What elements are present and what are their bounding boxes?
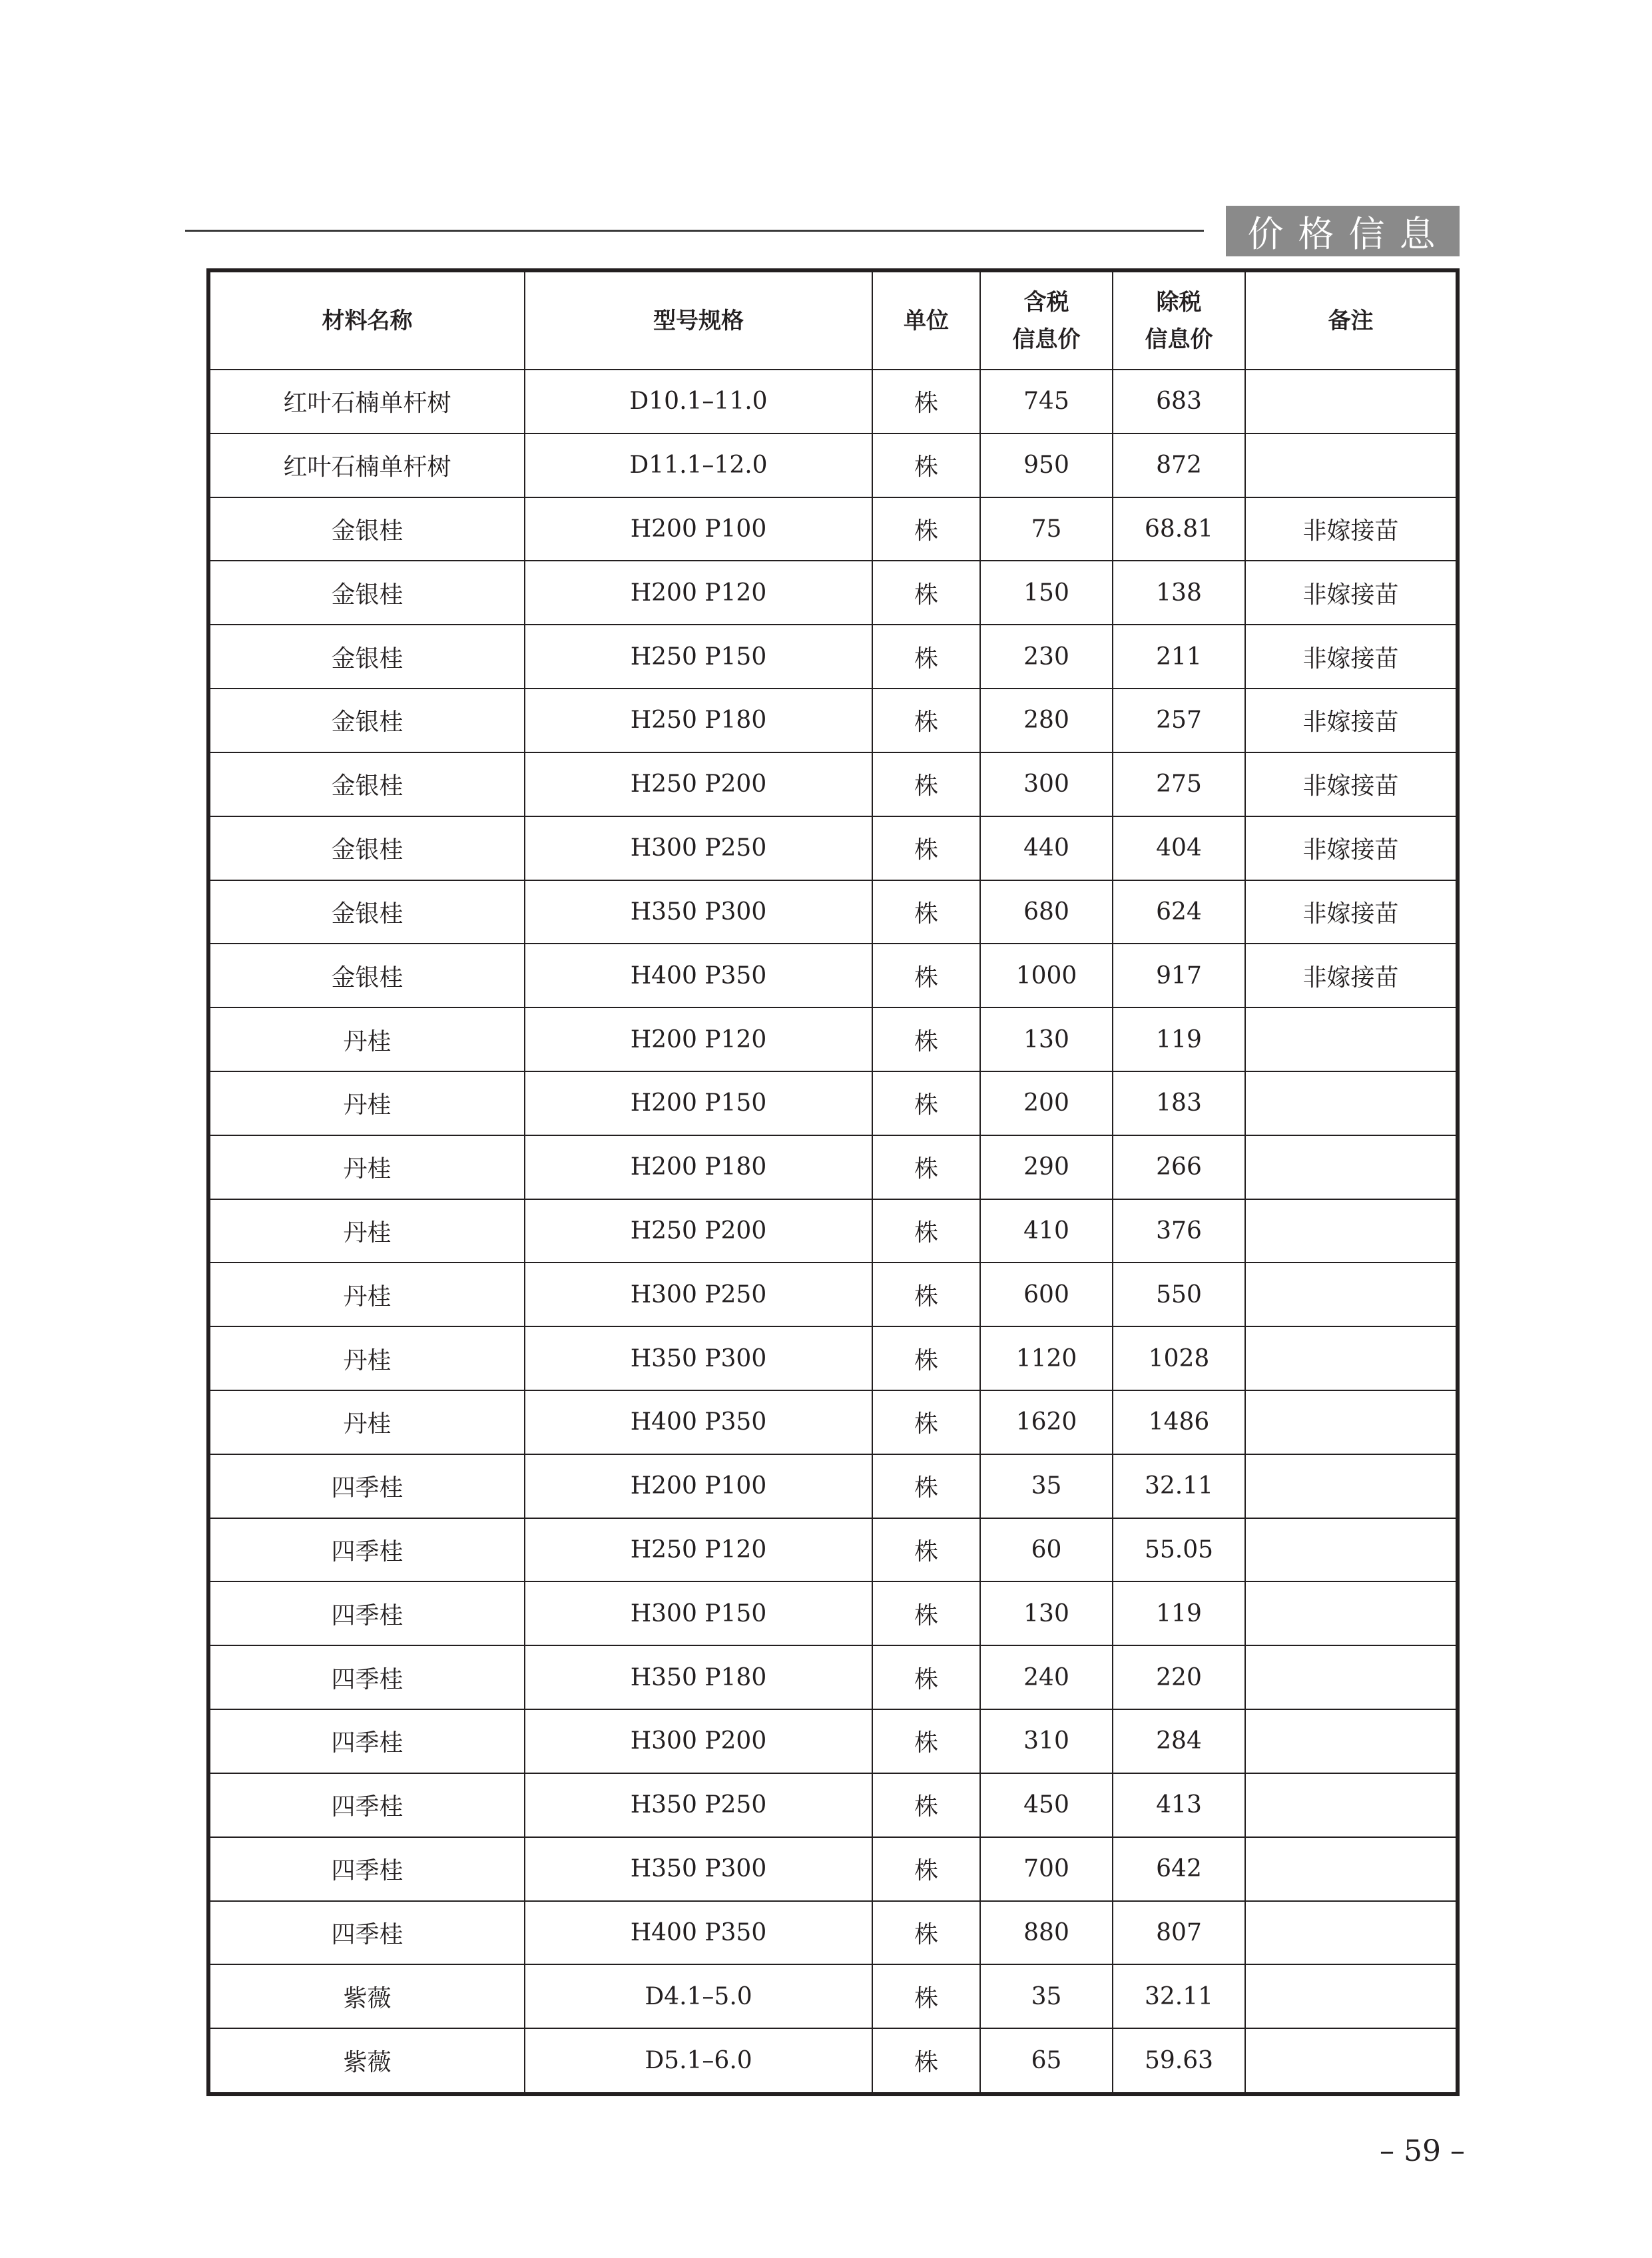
col-header-tax-excl-line2: 信息价 bbox=[1145, 326, 1213, 353]
cell-unit: 株 bbox=[872, 1263, 980, 1326]
cell-unit: 株 bbox=[872, 752, 980, 816]
cell-tax-incl-price: 35 bbox=[980, 1454, 1113, 1518]
cell-tax-excl-price: 138 bbox=[1113, 561, 1245, 625]
cell-unit: 株 bbox=[872, 1645, 980, 1709]
cell-spec: H400 P350 bbox=[525, 1390, 872, 1454]
cell-tax-excl-price: 550 bbox=[1113, 1263, 1245, 1326]
cell-spec: H350 P180 bbox=[525, 1645, 872, 1709]
cell-name: 四季桂 bbox=[210, 1581, 525, 1645]
cell-name: 四季桂 bbox=[210, 1837, 525, 1901]
cell-name: 丹桂 bbox=[210, 1007, 525, 1071]
cell-spec: D10.1–11.0 bbox=[525, 370, 872, 433]
cell-remark bbox=[1245, 2028, 1456, 2092]
cell-spec: H200 P100 bbox=[525, 497, 872, 561]
cell-name: 四季桂 bbox=[210, 1901, 525, 1965]
cell-name: 金银桂 bbox=[210, 497, 525, 561]
cell-tax-excl-price: 220 bbox=[1113, 1645, 1245, 1709]
cell-spec: H250 P180 bbox=[525, 689, 872, 752]
cell-tax-incl-price: 230 bbox=[980, 625, 1113, 689]
cell-tax-excl-price: 872 bbox=[1113, 433, 1245, 497]
header-rule bbox=[185, 230, 1204, 232]
cell-tax-incl-price: 240 bbox=[980, 1645, 1113, 1709]
cell-tax-incl-price: 880 bbox=[980, 1901, 1113, 1965]
cell-tax-incl-price: 150 bbox=[980, 561, 1113, 625]
cell-tax-excl-price: 55.05 bbox=[1113, 1518, 1245, 1582]
cell-name: 金银桂 bbox=[210, 816, 525, 880]
table-row bbox=[210, 752, 1456, 816]
cell-remark: 非嫁接苗 bbox=[1245, 816, 1456, 880]
cell-remark bbox=[1245, 1581, 1456, 1645]
cell-tax-incl-price: 35 bbox=[980, 1964, 1113, 2028]
cell-tax-excl-price: 376 bbox=[1113, 1199, 1245, 1263]
section-title: 价格信息 bbox=[1226, 206, 1460, 256]
cell-tax-excl-price: 59.63 bbox=[1113, 2028, 1245, 2092]
table-row bbox=[210, 1901, 1456, 1965]
cell-remark bbox=[1245, 1071, 1456, 1135]
table-row bbox=[210, 1964, 1456, 2028]
page-number: – 59 – bbox=[1380, 2134, 1465, 2168]
cell-tax-incl-price: 75 bbox=[980, 497, 1113, 561]
cell-tax-excl-price: 32.11 bbox=[1113, 1964, 1245, 2028]
cell-tax-excl-price: 807 bbox=[1113, 1901, 1245, 1965]
col-header-spec: 型号规格 bbox=[525, 272, 872, 370]
cell-remark bbox=[1245, 1390, 1456, 1454]
cell-tax-excl-price: 275 bbox=[1113, 752, 1245, 816]
cell-remark: 非嫁接苗 bbox=[1245, 497, 1456, 561]
cell-spec: H250 P150 bbox=[525, 625, 872, 689]
cell-tax-incl-price: 680 bbox=[980, 880, 1113, 944]
cell-remark bbox=[1245, 1518, 1456, 1582]
cell-name: 四季桂 bbox=[210, 1645, 525, 1709]
cell-name: 紫薇 bbox=[210, 1964, 525, 2028]
price-table bbox=[210, 272, 1456, 2092]
cell-unit: 株 bbox=[872, 370, 980, 433]
cell-unit: 株 bbox=[872, 2028, 980, 2092]
cell-name: 四季桂 bbox=[210, 1518, 525, 1582]
table-header-row bbox=[210, 272, 1456, 370]
table-row bbox=[210, 1007, 1456, 1071]
cell-tax-excl-price: 68.81 bbox=[1113, 497, 1245, 561]
table-row bbox=[210, 1199, 1456, 1263]
cell-unit: 株 bbox=[872, 1199, 980, 1263]
col-header-tax-excl-line1: 除税 bbox=[1156, 288, 1202, 316]
table-row bbox=[210, 1581, 1456, 1645]
cell-remark bbox=[1245, 1964, 1456, 2028]
cell-tax-incl-price: 300 bbox=[980, 752, 1113, 816]
cell-unit: 株 bbox=[872, 561, 980, 625]
cell-spec: H350 P300 bbox=[525, 1326, 872, 1390]
col-header-tax-incl bbox=[980, 272, 1113, 370]
cell-name: 四季桂 bbox=[210, 1709, 525, 1773]
cell-unit: 株 bbox=[872, 1709, 980, 1773]
cell-spec: H300 P250 bbox=[525, 816, 872, 880]
cell-tax-incl-price: 1620 bbox=[980, 1390, 1113, 1454]
col-header-tax-excl bbox=[1113, 272, 1245, 370]
cell-name: 金银桂 bbox=[210, 561, 525, 625]
table-row bbox=[210, 497, 1456, 561]
cell-remark bbox=[1245, 1135, 1456, 1199]
cell-spec: H250 P200 bbox=[525, 1199, 872, 1263]
cell-spec: H200 P100 bbox=[525, 1454, 872, 1518]
cell-name: 金银桂 bbox=[210, 944, 525, 1007]
cell-name: 丹桂 bbox=[210, 1390, 525, 1454]
table-row bbox=[210, 1773, 1456, 1837]
cell-spec: H200 P120 bbox=[525, 1007, 872, 1071]
table-row bbox=[210, 1837, 1456, 1901]
table-row bbox=[210, 1071, 1456, 1135]
cell-name: 红叶石楠单杆树 bbox=[210, 433, 525, 497]
cell-name: 丹桂 bbox=[210, 1135, 525, 1199]
cell-remark bbox=[1245, 1645, 1456, 1709]
cell-tax-incl-price: 745 bbox=[980, 370, 1113, 433]
cell-spec: H250 P200 bbox=[525, 752, 872, 816]
cell-tax-excl-price: 1028 bbox=[1113, 1326, 1245, 1390]
col-header-remark: 备注 bbox=[1245, 272, 1456, 370]
cell-tax-excl-price: 642 bbox=[1113, 1837, 1245, 1901]
table-row bbox=[210, 370, 1456, 433]
cell-unit: 株 bbox=[872, 816, 980, 880]
cell-remark bbox=[1245, 1837, 1456, 1901]
cell-tax-incl-price: 950 bbox=[980, 433, 1113, 497]
cell-remark: 非嫁接苗 bbox=[1245, 561, 1456, 625]
cell-spec: H350 P250 bbox=[525, 1773, 872, 1837]
table-body bbox=[210, 370, 1456, 2092]
cell-tax-incl-price: 1000 bbox=[980, 944, 1113, 1007]
col-header-unit: 单位 bbox=[872, 272, 980, 370]
cell-tax-incl-price: 600 bbox=[980, 1263, 1113, 1326]
cell-tax-incl-price: 290 bbox=[980, 1135, 1113, 1199]
cell-name: 紫薇 bbox=[210, 2028, 525, 2092]
cell-remark bbox=[1245, 370, 1456, 433]
cell-unit: 株 bbox=[872, 1837, 980, 1901]
cell-tax-excl-price: 211 bbox=[1113, 625, 1245, 689]
cell-remark bbox=[1245, 1773, 1456, 1837]
cell-remark: 非嫁接苗 bbox=[1245, 689, 1456, 752]
cell-tax-incl-price: 200 bbox=[980, 1071, 1113, 1135]
cell-remark: 非嫁接苗 bbox=[1245, 944, 1456, 1007]
cell-tax-excl-price: 917 bbox=[1113, 944, 1245, 1007]
cell-tax-incl-price: 440 bbox=[980, 816, 1113, 880]
cell-remark bbox=[1245, 1199, 1456, 1263]
cell-tax-incl-price: 130 bbox=[980, 1581, 1113, 1645]
table-row bbox=[210, 816, 1456, 880]
col-header-tax-incl-line1: 含税 bbox=[1023, 288, 1069, 316]
table-row bbox=[210, 433, 1456, 497]
cell-name: 四季桂 bbox=[210, 1773, 525, 1837]
cell-name: 金银桂 bbox=[210, 689, 525, 752]
cell-name: 金银桂 bbox=[210, 752, 525, 816]
table-row bbox=[210, 1135, 1456, 1199]
cell-tax-excl-price: 624 bbox=[1113, 880, 1245, 944]
cell-unit: 株 bbox=[872, 625, 980, 689]
table-row bbox=[210, 625, 1456, 689]
cell-remark bbox=[1245, 1901, 1456, 1965]
cell-unit: 株 bbox=[872, 1390, 980, 1454]
table-row bbox=[210, 2028, 1456, 2092]
cell-tax-incl-price: 280 bbox=[980, 689, 1113, 752]
cell-name: 红叶石楠单杆树 bbox=[210, 370, 525, 433]
cell-unit: 株 bbox=[872, 1773, 980, 1837]
cell-spec: H200 P120 bbox=[525, 561, 872, 625]
cell-tax-incl-price: 130 bbox=[980, 1007, 1113, 1071]
cell-tax-incl-price: 60 bbox=[980, 1518, 1113, 1582]
cell-unit: 株 bbox=[872, 1007, 980, 1071]
cell-remark: 非嫁接苗 bbox=[1245, 625, 1456, 689]
cell-spec: H350 P300 bbox=[525, 1837, 872, 1901]
cell-unit: 株 bbox=[872, 1518, 980, 1582]
cell-tax-excl-price: 32.11 bbox=[1113, 1454, 1245, 1518]
cell-unit: 株 bbox=[872, 944, 980, 1007]
cell-tax-excl-price: 1486 bbox=[1113, 1390, 1245, 1454]
price-table-frame bbox=[206, 268, 1460, 2096]
cell-remark bbox=[1245, 1263, 1456, 1326]
cell-unit: 株 bbox=[872, 1326, 980, 1390]
cell-unit: 株 bbox=[872, 1454, 980, 1518]
cell-remark bbox=[1245, 1709, 1456, 1773]
cell-name: 丹桂 bbox=[210, 1263, 525, 1326]
cell-spec: H250 P120 bbox=[525, 1518, 872, 1582]
cell-tax-excl-price: 119 bbox=[1113, 1007, 1245, 1071]
cell-spec: H300 P250 bbox=[525, 1263, 872, 1326]
cell-tax-incl-price: 700 bbox=[980, 1837, 1113, 1901]
cell-remark bbox=[1245, 1007, 1456, 1071]
table-row bbox=[210, 1518, 1456, 1582]
cell-tax-excl-price: 183 bbox=[1113, 1071, 1245, 1135]
cell-unit: 株 bbox=[872, 1964, 980, 2028]
cell-unit: 株 bbox=[872, 1135, 980, 1199]
cell-name: 丹桂 bbox=[210, 1071, 525, 1135]
cell-spec: H200 P150 bbox=[525, 1071, 872, 1135]
cell-remark bbox=[1245, 1454, 1456, 1518]
cell-tax-incl-price: 310 bbox=[980, 1709, 1113, 1773]
cell-remark bbox=[1245, 433, 1456, 497]
cell-spec: H400 P350 bbox=[525, 1901, 872, 1965]
table-row bbox=[210, 944, 1456, 1007]
cell-tax-excl-price: 257 bbox=[1113, 689, 1245, 752]
cell-unit: 株 bbox=[872, 497, 980, 561]
cell-name: 四季桂 bbox=[210, 1454, 525, 1518]
cell-spec: H350 P300 bbox=[525, 880, 872, 944]
cell-name: 丹桂 bbox=[210, 1199, 525, 1263]
cell-spec: H300 P200 bbox=[525, 1709, 872, 1773]
cell-spec: H400 P350 bbox=[525, 944, 872, 1007]
table-row bbox=[210, 561, 1456, 625]
cell-spec: D5.1–6.0 bbox=[525, 2028, 872, 2092]
cell-tax-excl-price: 413 bbox=[1113, 1773, 1245, 1837]
cell-tax-excl-price: 683 bbox=[1113, 370, 1245, 433]
col-header-name: 材料名称 bbox=[210, 272, 525, 370]
cell-remark: 非嫁接苗 bbox=[1245, 752, 1456, 816]
cell-unit: 株 bbox=[872, 880, 980, 944]
table-row bbox=[210, 1263, 1456, 1326]
cell-spec: D4.1–5.0 bbox=[525, 1964, 872, 2028]
cell-remark: 非嫁接苗 bbox=[1245, 880, 1456, 944]
cell-unit: 株 bbox=[872, 1581, 980, 1645]
cell-tax-incl-price: 1120 bbox=[980, 1326, 1113, 1390]
cell-unit: 株 bbox=[872, 433, 980, 497]
table-row bbox=[210, 1454, 1456, 1518]
cell-name: 丹桂 bbox=[210, 1326, 525, 1390]
table-row bbox=[210, 1390, 1456, 1454]
cell-tax-incl-price: 65 bbox=[980, 2028, 1113, 2092]
cell-remark bbox=[1245, 1326, 1456, 1390]
table-row bbox=[210, 689, 1456, 752]
cell-tax-excl-price: 266 bbox=[1113, 1135, 1245, 1199]
cell-unit: 株 bbox=[872, 689, 980, 752]
cell-tax-incl-price: 450 bbox=[980, 1773, 1113, 1837]
table-row bbox=[210, 1326, 1456, 1390]
cell-name: 金银桂 bbox=[210, 880, 525, 944]
table-row bbox=[210, 880, 1456, 944]
cell-spec: H200 P180 bbox=[525, 1135, 872, 1199]
cell-spec: H300 P150 bbox=[525, 1581, 872, 1645]
col-header-tax-incl-line2: 信息价 bbox=[1012, 326, 1081, 353]
cell-tax-excl-price: 119 bbox=[1113, 1581, 1245, 1645]
cell-tax-incl-price: 410 bbox=[980, 1199, 1113, 1263]
cell-tax-excl-price: 404 bbox=[1113, 816, 1245, 880]
cell-tax-excl-price: 284 bbox=[1113, 1709, 1245, 1773]
cell-name: 金银桂 bbox=[210, 625, 525, 689]
cell-spec: D11.1–12.0 bbox=[525, 433, 872, 497]
cell-unit: 株 bbox=[872, 1901, 980, 1965]
table-row bbox=[210, 1645, 1456, 1709]
cell-unit: 株 bbox=[872, 1071, 980, 1135]
table-row bbox=[210, 1709, 1456, 1773]
